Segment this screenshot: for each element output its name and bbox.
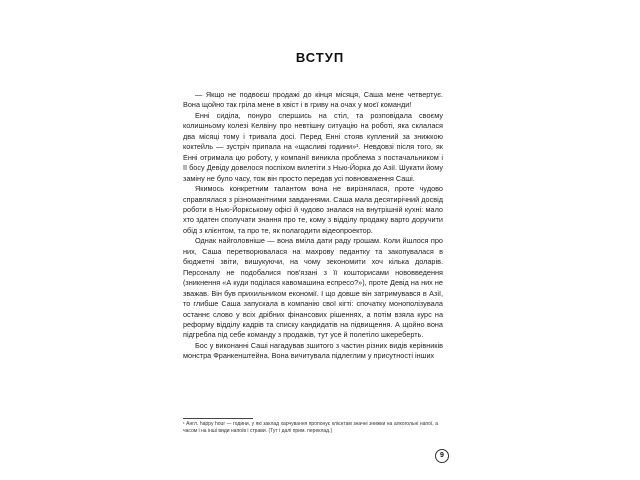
paragraph-2: Енні сиділа, понуро спершись на стіл, та розповідала своєму колишньому колезі Келвіну про невтішну ситуацію на роботі, яка склалася два місяці тому і тривала досі. Перед Енні стояв куплений за знижкою коктейль — зустріч припала на «щасливі години»¹. Невдовзі після того, як Енні отримала цю роботу, у компанії виникла проблема з постачальником і її босу Девіду довелося поспіхом вилетіти з Нью-Йорка до Азії. Шукати йому заміну не було часу, тож він просто передав усі повноваження Саші. xyxy=(183,110,443,183)
footnote-divider xyxy=(183,418,253,419)
paragraph-1: — Якщо не подвоєш продажі до кінця місяця, Саша мене четвертує. Вона щойно так гріла мене в хвіст і в гриву на очах у моєї команди! xyxy=(183,90,443,110)
chapter-body xyxy=(183,90,443,362)
paragraph-5: Бос у виконанні Саші нагадував зшитого з частин різних видів керівників монстра Франкенштейна. Вона вичитувала підлеглим у присутності інших xyxy=(183,340,443,361)
footnote: ¹ Англ. happy hour — години, у які заклад харчування пропонує клієнтам значні знижки на алкогольні напої, а часом і на інші види напоїв і страви. (Тут і далі прим. переклад.) xyxy=(183,421,438,434)
page-number-badge: 9 xyxy=(435,449,449,463)
chapter-title: ВСТУП xyxy=(295,50,345,65)
paragraph-3: Якимось конкретним талантом вона не вирізнялася, проте чудово справлялася з різноманітними завданнями. Саша мала десятирічний досвід роботи в Нью-Йоркському офісі й чудово зналася на внутрішній кухні: мало хто здатен сполучати знання про те, кому з відділу продажу варто доручити обід з клієнтом, та про те, як полагодити відеопроектор. xyxy=(183,184,443,235)
paragraph-4: Однак найголовніше — вона вміла дати раду грошам. Коли йшлося про них, Саша перетворювалася на махрову педантку та закопувалася в бюджетні звіти, вишукуючи, на чому зекономити хоч кілька доларів. Персоналу не подобалися пов'язані з її кошторисами нововведення (зникнення «А куди поділася кавомашина еспресо?»), проте Девід на них не зважав. Він був прихильником економії. І що довше він затримувався в Азії, то глибше Саша запускала в компанію свої кігті: спочатку монополізувала останнє слово у всіх дрібних фінансових рішеннях, а потім взяла курс на реформу відділу кадрів та списку кандидатів на підвищення. А щойно вона підгребла під себе команду з продажів, тут усе й полетіло шкереберть. xyxy=(183,236,443,340)
